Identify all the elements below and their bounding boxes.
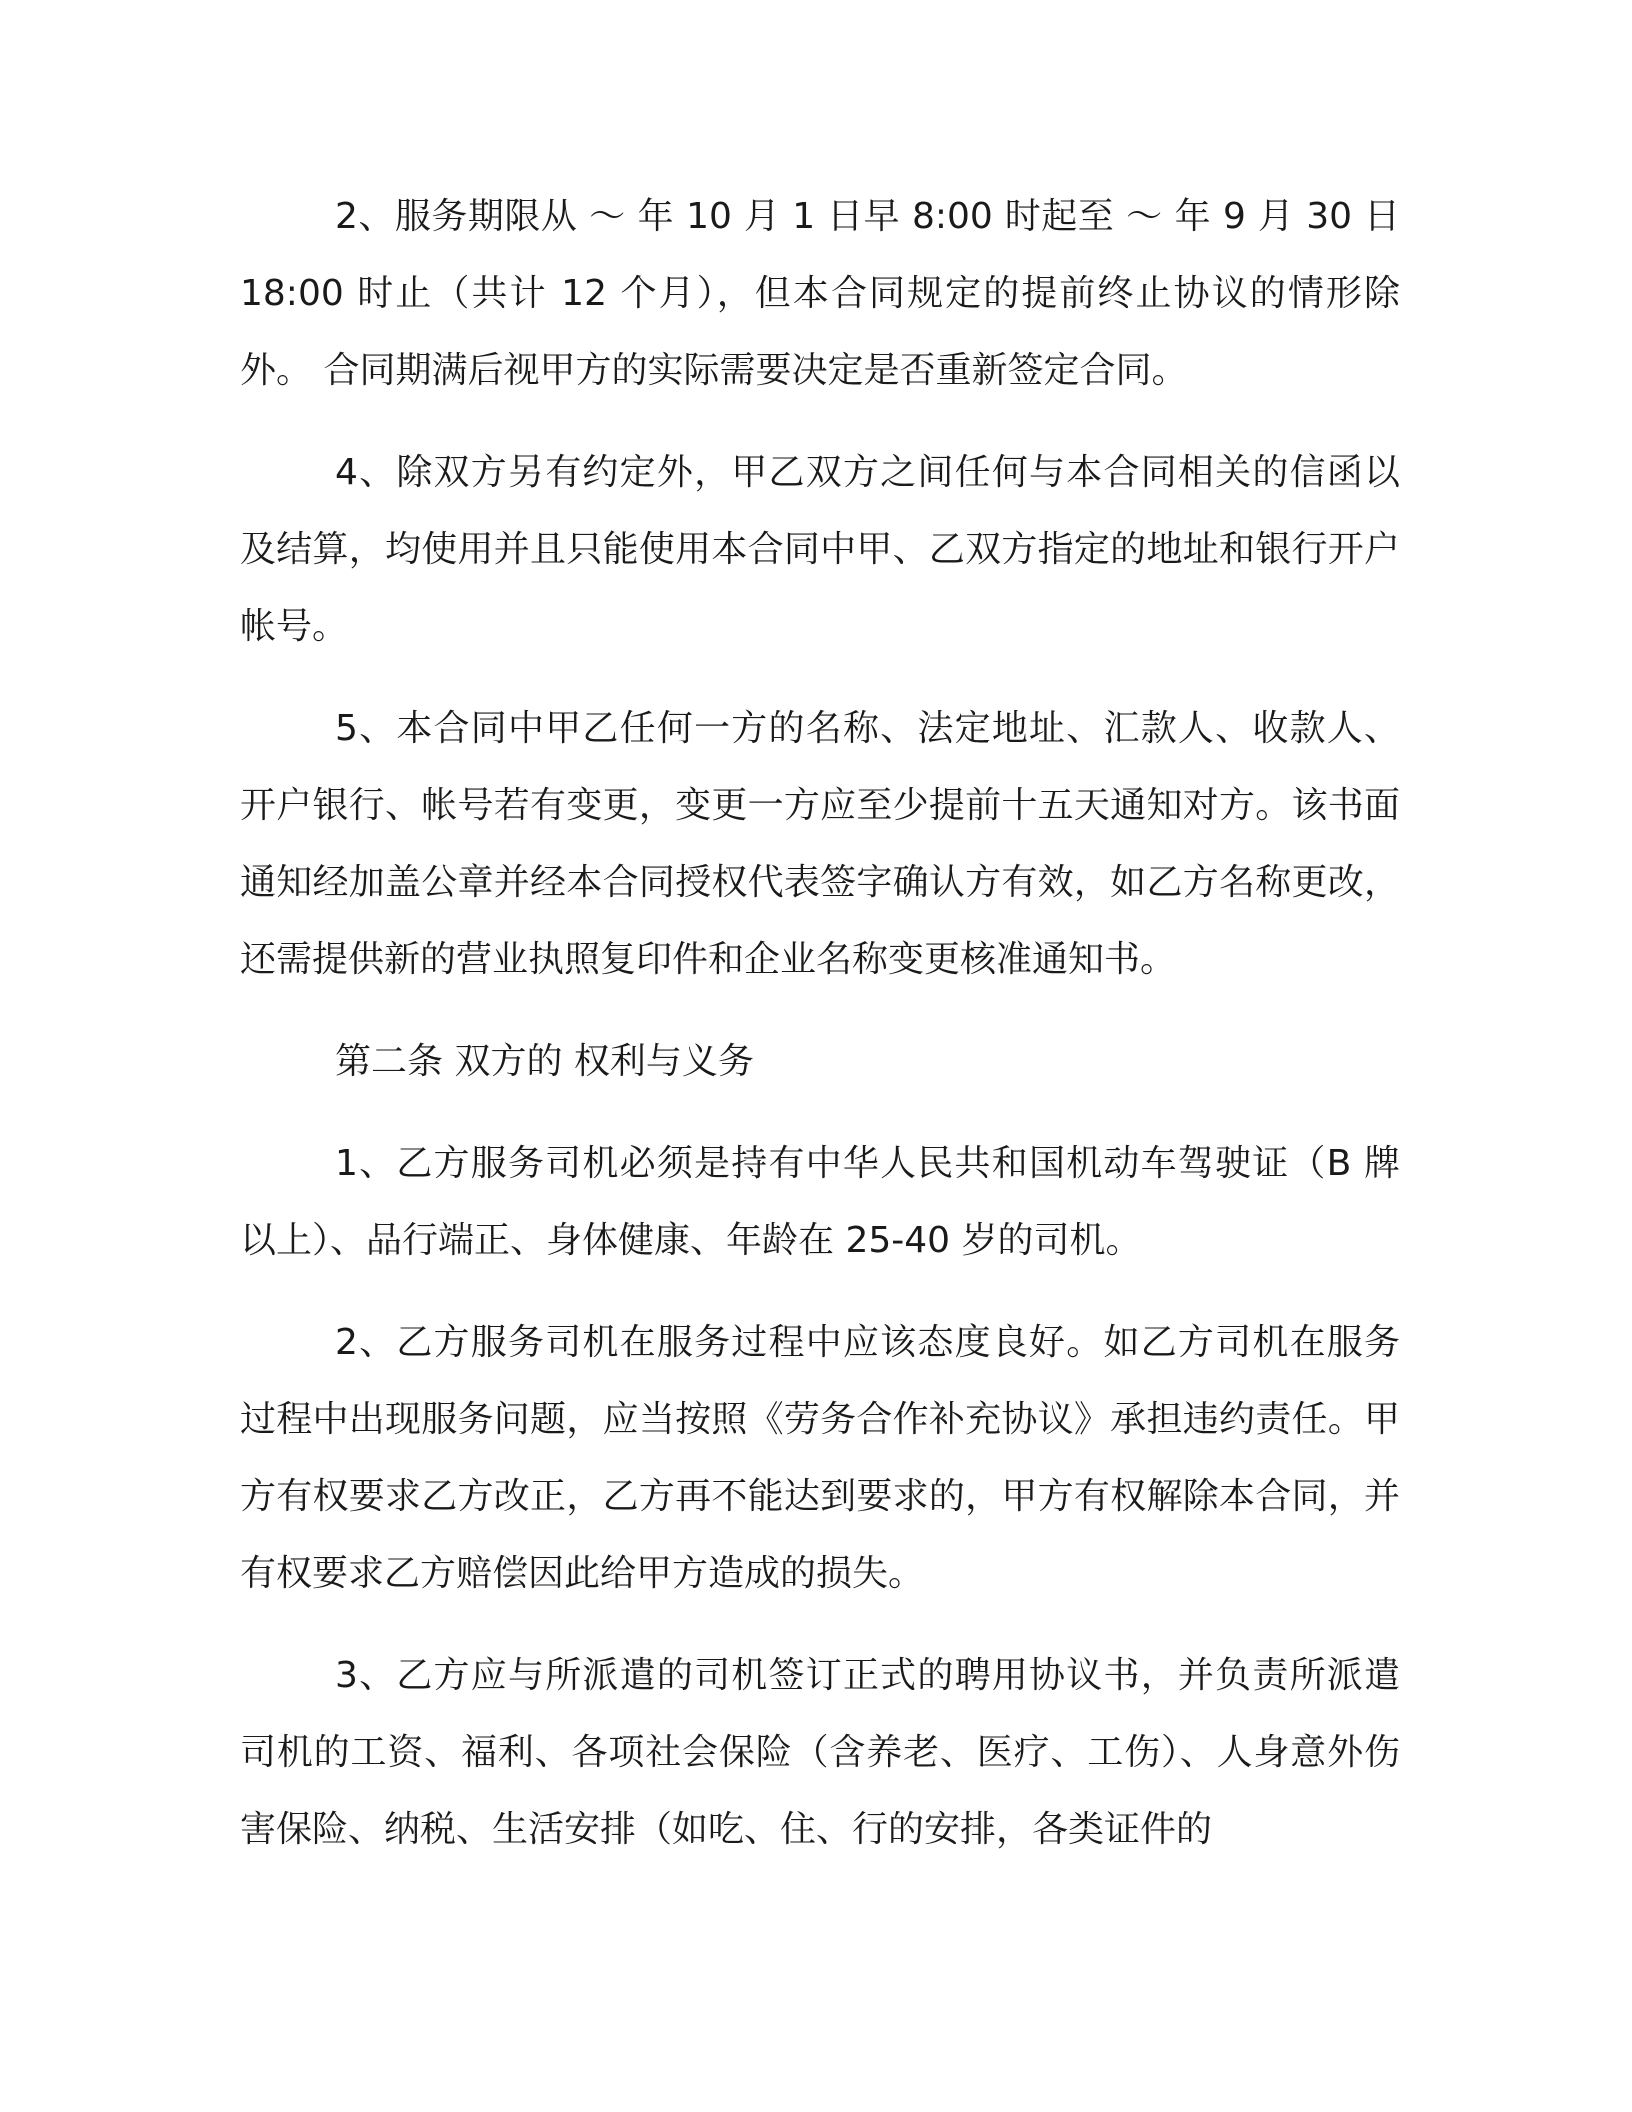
paragraph-correspondence: 4、除双方另有约定外，甲乙双方之间任何与本合同相关的信函以及结算，均使用并且只能使用本合同中甲、乙双方指定的地址和银行开户帐号。: [240, 452, 1400, 647]
document-body: [240, 178, 1400, 1868]
paragraph-driver-requirements: 1、乙方服务司机必须是持有中华人民共和国机动车驾驶证（B 牌以上）、品行端正、身体健康、年龄在 25-40 岁的司机。: [240, 1143, 1400, 1261]
paragraph-change-notice: 5、本合同中甲乙任何一方的名称、法定地址、汇款人、收款人、开户银行、帐号若有变更，变更一方应至少提前十五天通知对方。该书面通知经加盖公章并经本合同授权代表签字确认方有效，如乙方名称更改，还需提供新的营业执照复印件和企业名称变更核准通知书。: [240, 708, 1400, 980]
section-heading-rights-obligations: 第二条 双方的 权利与义务: [335, 1041, 754, 1082]
paragraph-employment-agreement: 3、乙方应与所派遣的司机签订正式的聘用协议书，并负责所派遣司机的工资、福利、各项社会保险（含养老、医疗、工伤）、人身意外伤害保险、纳税、生活安排（如吃、住、行的安排，各类证件的: [240, 1655, 1400, 1850]
paragraph-service-term: 2、服务期限从 ～ 年 10 月 1 日早 8:00 时起至 ～ 年 9 月 30 日 18:00 时止（共计 12 个月），但本合同规定的提前终止协议的情形除外。 合同期满后视甲方的实际需要决定是否重新签定合同。: [240, 196, 1400, 391]
paragraph-service-attitude: 2、乙方服务司机在服务过程中应该态度良好。如乙方司机在服务过程中出现服务问题，应当按照《劳务合作补充协议》承担违约责任。甲方有权要求乙方改正，乙方再不能达到要求的，甲方有权解除本合同，并有权要求乙方赔偿因此给甲方造成的损失。: [240, 1322, 1400, 1594]
